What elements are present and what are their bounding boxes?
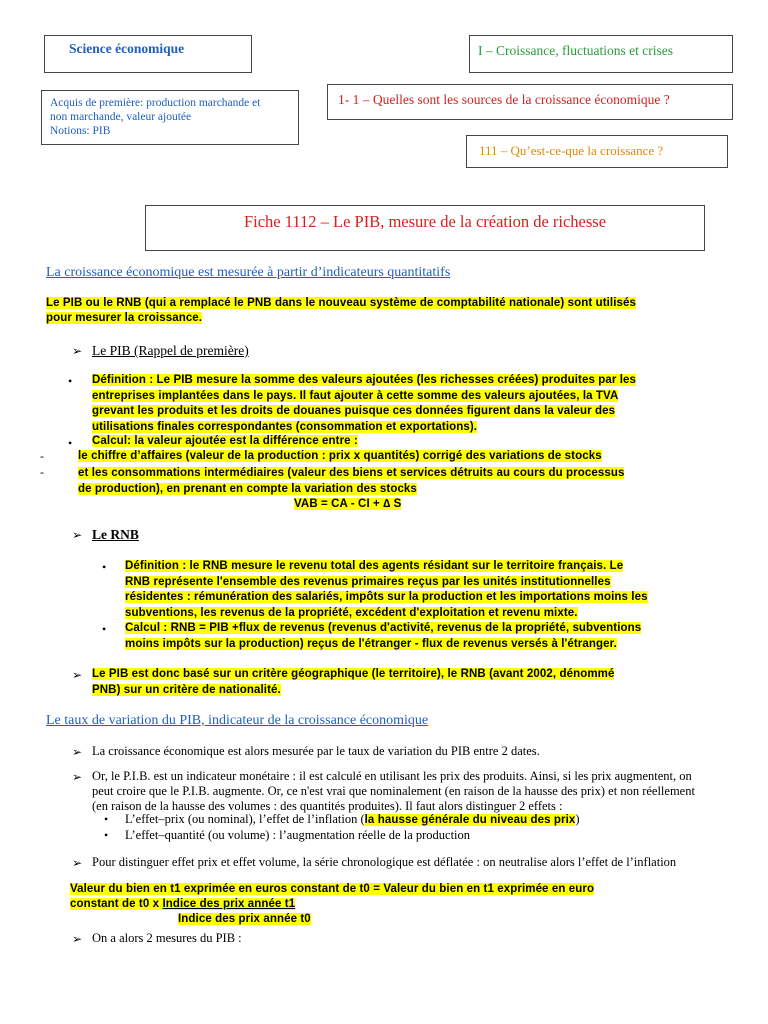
intro-line2-text: pour mesurer la croissance. <box>46 312 203 324</box>
pib-title: Le PIB (Rappel de première) <box>92 343 249 358</box>
rnb-def-line1: Définition : le RNB mesure le revenu total des agents résidant sur le territoire français. Le <box>125 560 624 572</box>
effect1-pre: L’effet–prix (ou nominal), l’effet de l’inflation ( <box>125 812 365 826</box>
fiche-title-box <box>145 205 705 251</box>
rnb-calc <box>125 621 641 652</box>
conclusion-line2: PNB) sur un critère de nationalité. <box>92 683 281 696</box>
pib-calc-b <box>78 466 624 497</box>
p3: Pour distinguer effet prix et effet volume, la série chronologique est déflatée : on neutralise alors l’effet de l’inflation <box>92 855 677 869</box>
rnb-def-line3: résidentes : rémunération des salariés, impôts sur la production et les importations moins les <box>125 591 648 603</box>
dash-bullet: - <box>40 449 44 463</box>
arrow-bullet-icon: ➢ <box>72 770 83 784</box>
bullet-dot-icon: • <box>104 812 109 826</box>
pib-def-line4: utilisations finales correspondantes (consommation et exportations). <box>92 420 478 433</box>
bullet-dot-icon: • <box>102 560 107 574</box>
effect2: L’effet–quantité (ou volume) : l’augmentation réelle de la production <box>125 828 471 842</box>
conclusion-line1: Le PIB est donc basé sur un critère géographique (le territoire), le RNB (avant 2002, dénommé <box>92 668 615 680</box>
p1: La croissance économique est alors mesurée par le taux de variation du PIB entre 2 dates. <box>92 744 540 758</box>
chapter-label: I – Croissance, fluctuations et crises <box>478 43 673 58</box>
bullet-dot-icon: • <box>102 622 107 636</box>
arrow-bullet-icon: ➢ <box>72 528 83 542</box>
intro-line1 <box>46 297 636 309</box>
vab-formula <box>294 498 401 510</box>
rnb-calc-line1: Calcul : RNB = PIB +flux de revenus (revenus d'activité, revenus de la propriété, subventions <box>125 622 642 634</box>
subject-label: Science économique <box>69 41 185 56</box>
arrow-bullet-icon: ➢ <box>72 856 83 870</box>
chapter-box <box>469 35 733 73</box>
p4: On a alors 2 mesures du PIB : <box>92 931 242 945</box>
bullet-dot-icon: • <box>104 828 109 842</box>
eq-numerator: Indice des prix année t1 <box>162 898 296 910</box>
pib-definition <box>92 373 722 435</box>
eq-line2-pre: constant de t0 x <box>70 898 163 910</box>
subsection-label: 111 – Qu’est-ce-que la croissance ? <box>479 143 664 158</box>
bullet-dot-icon: • <box>68 436 73 450</box>
effect1-post: ) <box>575 812 580 826</box>
p2-line3: (en raison de la hausse des volumes : des quantités produites). Il faut alors distinguer 2 effets : <box>92 799 563 813</box>
arrow-bullet-icon: ➢ <box>72 344 83 358</box>
rnb-def-line2: RNB représente l'ensemble des revenus primaires reçus par les unités institutionnelles <box>125 575 611 588</box>
conclusion <box>92 667 614 698</box>
intro-line2 <box>46 312 202 324</box>
prereq-line3: Notions: PIB <box>50 125 111 137</box>
bullet-dot-icon: • <box>68 374 73 388</box>
deflation-equation <box>70 882 594 927</box>
rnb-calc-line2: moins impôts sur la production) reçus de l'étranger - flux de revenus versés à l'étranger. <box>125 637 617 650</box>
rnb-definition <box>125 559 648 621</box>
vab-formula-text: VAB = CA - CI + ∆ S <box>294 498 402 510</box>
pib-calc-b-line1: et les consommations intermédiaires (valeur des biens et services détruits au cours du processus <box>78 467 625 479</box>
intro-line1-text: Le PIB ou le RNB (qui a remplacé le PNB dans le nouveau système de comptabilité nationale) sont utilisés <box>46 297 637 309</box>
part2-heading: Le taux de variation du PIB, indicateur de la croissance économique <box>46 713 429 728</box>
effect1-highlight: la hausse générale du niveau des prix <box>364 814 576 826</box>
rnb-title: Le RNB <box>92 527 139 542</box>
arrow-bullet-icon: ➢ <box>72 668 83 682</box>
p2-line2: peut croire que le P.I.B. augmente. Or, ce n'est vrai que nominalement (en raison de la hausse des prix) et non réellement <box>92 784 695 798</box>
arrow-bullet-icon: ➢ <box>72 932 83 946</box>
eq-line1: Valeur du bien en t1 exprimée en euros constant de t0 = Valeur du bien en t1 exprimée en euro <box>70 883 595 895</box>
pib-calc-a <box>78 450 602 462</box>
dash-bullet: - <box>40 465 44 479</box>
p2-line1: Or, le P.I.B. est un indicateur monétaire : il est calculé en utilisant les prix des produits. Ainsi, si les prix augmentent, on <box>92 769 692 783</box>
eq-denominator: Indice des prix année t0 <box>178 913 311 925</box>
rnb-def-line4: subventions, les revenus de la propriété, excédent d'exploitation et revenu mixte. <box>125 606 578 619</box>
pib-def-line2: entreprises implantées dans le pays. Il faut ajouter à cette somme des valeurs ajoutées, la TVA <box>92 389 619 402</box>
prereq-line1: Acquis de première: production marchande et <box>50 97 261 109</box>
p2 <box>92 769 695 814</box>
effect1 <box>125 812 580 827</box>
section-label: 1- 1 – Quelles sont les sources de la croissance économique ? <box>338 92 670 107</box>
fiche-title: Fiche 1112 – Le PIB, mesure de la création de richesse <box>243 212 607 231</box>
subsection-box <box>466 135 728 168</box>
pib-def-line3: grevant les produits et les droits de douanes puisque ces données figurent dans la valeur des <box>92 405 616 417</box>
subject-box <box>44 35 252 73</box>
part1-heading: La croissance économique est mesurée à partir d’indicateurs quantitatifs <box>46 265 451 280</box>
pib-def-line1: Définition : Le PIB mesure la somme des valeurs ajoutées (les richesses créées) produites par les <box>92 374 637 386</box>
prereq-line2: non marchande, valeur ajoutée <box>50 111 192 123</box>
section-box <box>327 84 733 120</box>
prereq-box <box>41 90 299 145</box>
pib-calc-text: Calcul: la valeur ajoutée est la différence entre : <box>92 435 358 447</box>
arrow-bullet-icon: ➢ <box>72 745 83 759</box>
pib-calc <box>92 435 358 447</box>
pib-calc-a-text: le chiffre d’affaires (valeur de la production : prix x quantités) corrigé des variations de stocks <box>78 450 602 462</box>
pib-calc-b-line2: de production), en prenant en compte la variation des stocks <box>78 482 417 495</box>
